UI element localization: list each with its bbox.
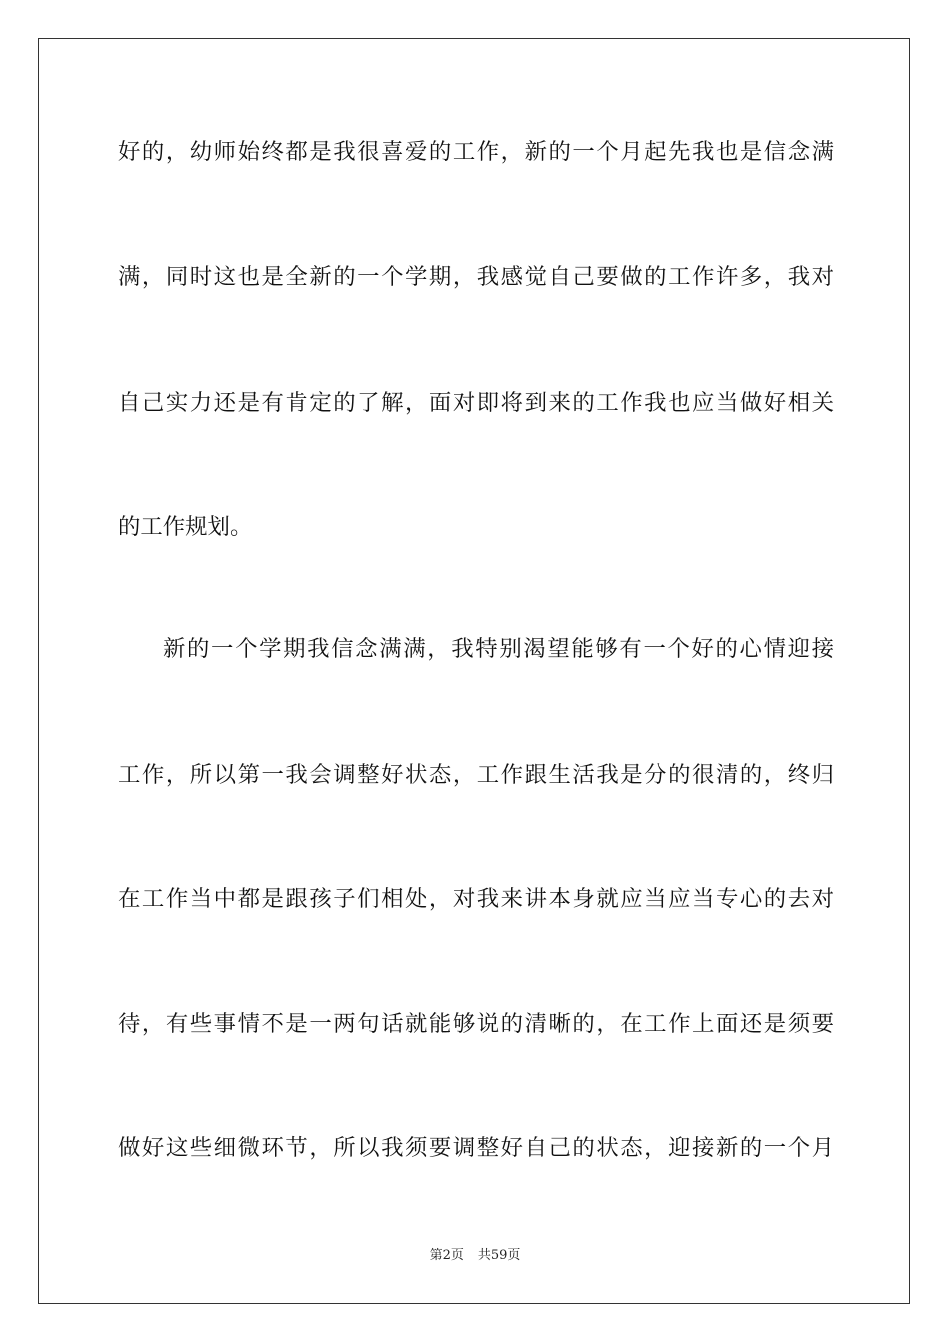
body-line-3: 自己实力还是有肯定的了解，面对即将到来的工作我也应当做好相关 [118, 390, 834, 416]
body-line-8: 待，有些事情不是一两句话就能够说的清晰的，在工作上面还是须要 [118, 1011, 834, 1037]
page-border [38, 38, 910, 1304]
page-number: 第2页 [429, 1248, 464, 1263]
body-line-7: 在工作当中都是跟孩子们相处，对我来讲本身就应当应当专心的去对 [118, 886, 834, 912]
body-line-2: 满，同时这也是全新的一个学期，我感觉自己要做的工作许多，我对 [118, 264, 834, 290]
body-line-6: 工作，所以第一我会调整好状态，工作跟生活我是分的很清的，终归 [118, 762, 834, 788]
body-line-4: 的工作规划。 [118, 514, 253, 540]
total-pages: 共59页 [477, 1248, 521, 1263]
body-line-5: 新的一个学期我信念满满，我特别渴望能够有一个好的心情迎接 [163, 636, 834, 662]
body-line-1: 好的，幼师始终都是我很喜爱的工作，新的一个月起先我也是信念满 [118, 139, 834, 165]
page-footer [0, 1247, 950, 1265]
body-line-9: 做好这些细微环节，所以我须要调整好自己的状态，迎接新的一个月 [118, 1135, 834, 1161]
